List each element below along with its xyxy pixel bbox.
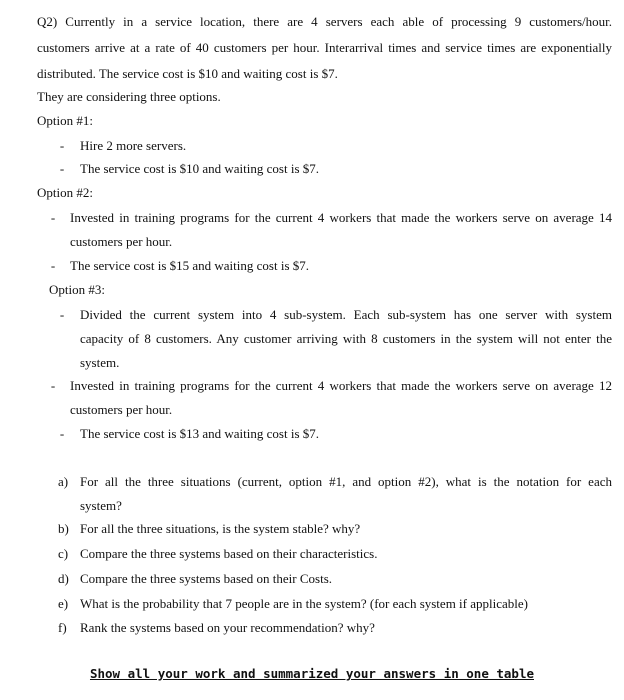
question-e: What is the probability that 7 people are in the system? (for each system if applicable) — [80, 596, 528, 611]
bullet-dash: - — [59, 161, 65, 176]
option2-bullet-1-line-2: customers per hour. — [70, 234, 173, 249]
bullet-dash: - — [50, 378, 56, 393]
question-label: d) — [58, 571, 69, 586]
option1-bullet-2: The service cost is $10 and waiting cost is $7. — [80, 161, 320, 176]
question-label: f) — [58, 620, 67, 635]
intro-line-3: distributed. The service cost is $10 and waiting cost is $7. — [37, 66, 338, 81]
intro-line-4: They are considering three options. — [37, 89, 221, 104]
intro-line-1: Q2) Currently in a service location, there are 4 servers each able of processing 9 customers/hour. — [37, 14, 612, 29]
bullet-dash: - — [59, 138, 65, 153]
bullet-dash: - — [50, 258, 56, 273]
option2-title: Option #2: — [37, 185, 93, 200]
question-label: b) — [58, 521, 69, 536]
question-label: a) — [58, 474, 69, 489]
option3-bullet-1-line-1: Divided the current system into 4 sub-system. Each sub-system has one server with system — [80, 307, 612, 322]
bullet-dash: - — [59, 307, 65, 322]
option1-bullet-1: Hire 2 more servers. — [80, 138, 187, 153]
bullet-dash: - — [50, 210, 56, 225]
option3-title: Option #3: — [49, 282, 105, 297]
option1-title: Option #1: — [37, 113, 93, 128]
option2-bullet-1-line-1: Invested in training programs for the current 4 workers that made the workers serve on average 14 — [70, 210, 612, 225]
option2-bullet-2: The service cost is $15 and waiting cost is $7. — [70, 258, 310, 273]
question-b: For all the three situations, is the system stable? why? — [80, 521, 361, 536]
question-a-line-2: system? — [80, 498, 122, 513]
question-c: Compare the three systems based on their characteristics. — [80, 546, 378, 561]
question-label: c) — [58, 546, 69, 561]
option3-bullet-1-line-2: capacity of 8 customers. Any customer arriving with 8 customers in the system will not enter the — [80, 331, 612, 346]
option3-bullet-1-line-3: system. — [80, 355, 120, 370]
bullet-dash: - — [59, 426, 65, 441]
intro-line-2: customers arrive at a rate of 40 customers per hour. Interarrival times and service times are exponentially — [37, 40, 612, 55]
question-d: Compare the three systems based on their Costs. — [80, 571, 333, 586]
question-a-line-1: For all the three situations (current, option #1, and option #2), what is the notation for each — [80, 474, 612, 489]
option3-bullet-3: The service cost is $13 and waiting cost is $7. — [80, 426, 320, 441]
option3-bullet-2-line-1: Invested in training programs for the current 4 workers that made the workers serve on average 12 — [70, 378, 612, 393]
question-label: e) — [58, 596, 69, 611]
question-f: Rank the systems based on your recommendation? why? — [80, 620, 375, 635]
footer-instruction: Show all your work and summarized your answers in one table — [89, 666, 534, 681]
option3-bullet-2-line-2: customers per hour. — [70, 402, 173, 417]
